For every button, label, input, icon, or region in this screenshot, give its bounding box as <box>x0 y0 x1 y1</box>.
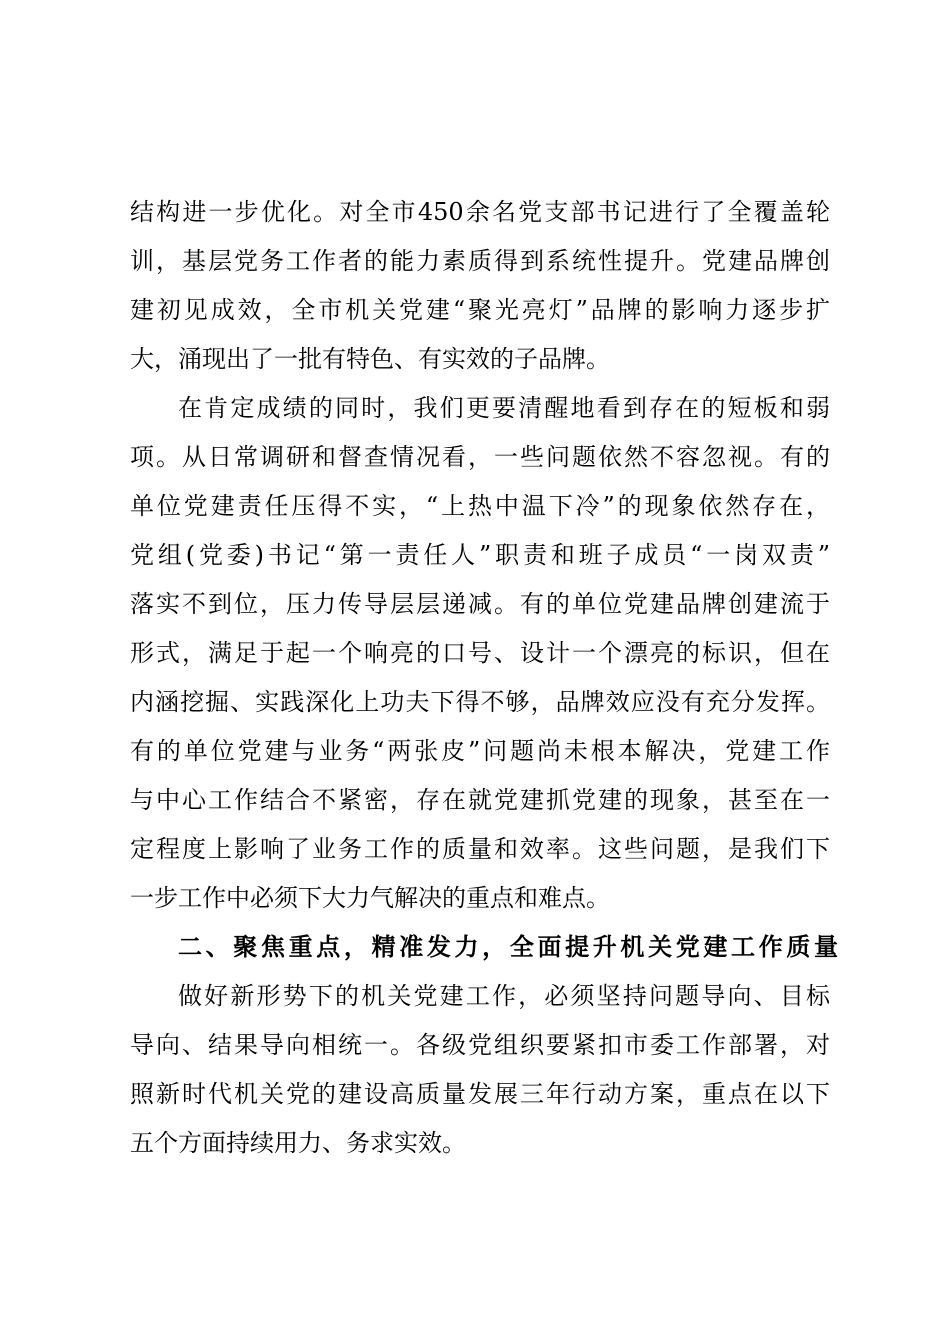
paragraph-1-line-4: 大，涌现出了一批有特色、有实效的子品牌。 <box>130 345 610 373</box>
paragraph-2-line-2: 项。从日常调研和督查情况看，一些问题依然不容忽视。有的 <box>130 443 830 471</box>
paragraph-3-line-1: 做好新形势下的机关党建工作，必须坚持问题导向、目标 <box>178 982 830 1010</box>
paragraph-3-line-2: 导向、结果导向相统一。各级党组织要紧扣市委工作部署，对 <box>130 1031 830 1059</box>
paragraph-1-line-2: 训，基层党务工作者的能力素质得到系统性提升。党建品牌创 <box>130 247 830 275</box>
paragraph-2-line-3: 单位党建责任压得不实，“上热中温下冷”的现象依然存在， <box>130 492 830 520</box>
paragraph-2-line-4: 党组(党委)书记“第一责任人”职责和班子成员“一岗双责” <box>130 541 830 569</box>
paragraph-1-line-1: 结构进一步优化。对全市450余名党支部书记进行了全覆盖轮 <box>130 198 830 226</box>
paragraph-2-line-1: 在肯定成绩的同时，我们更要清醒地看到存在的短板和弱 <box>178 394 830 422</box>
paragraph-1-line-3: 建初见成效，全市机关党建“聚光亮灯”品牌的影响力逐步扩 <box>130 296 830 324</box>
paragraph-3-line-4: 五个方面持续用力、务求实效。 <box>130 1129 466 1157</box>
paragraph-2-line-7: 内涵挖掘、实践深化上功夫下得不够，品牌效应没有充分发挥。 <box>130 688 830 716</box>
paragraph-2-line-6: 形式，满足于起一个响亮的口号、设计一个漂亮的标识，但在 <box>130 639 830 667</box>
paragraph-2-line-8: 有的单位党建与业务“两张皮”问题尚未根本解决，党建工作 <box>130 737 830 765</box>
paragraph-2-line-9: 与中心工作结合不紧密，存在就党建抓党建的现象，甚至在一 <box>130 786 830 814</box>
paragraph-3-line-3: 照新时代机关党的建设高质量发展三年行动方案，重点在以下 <box>130 1080 830 1108</box>
paragraph-2-line-11: 一步工作中必须下大力气解决的重点和难点。 <box>130 884 610 912</box>
section-heading: 二、聚焦重点，精准发力，全面提升机关党建工作质量 <box>178 933 838 961</box>
paragraph-2-line-10: 定程度上影响了业务工作的质量和效率。这些问题，是我们下 <box>130 835 830 863</box>
paragraph-2-line-5: 落实不到位，压力传导层层递减。有的单位党建品牌创建流于 <box>130 590 830 618</box>
